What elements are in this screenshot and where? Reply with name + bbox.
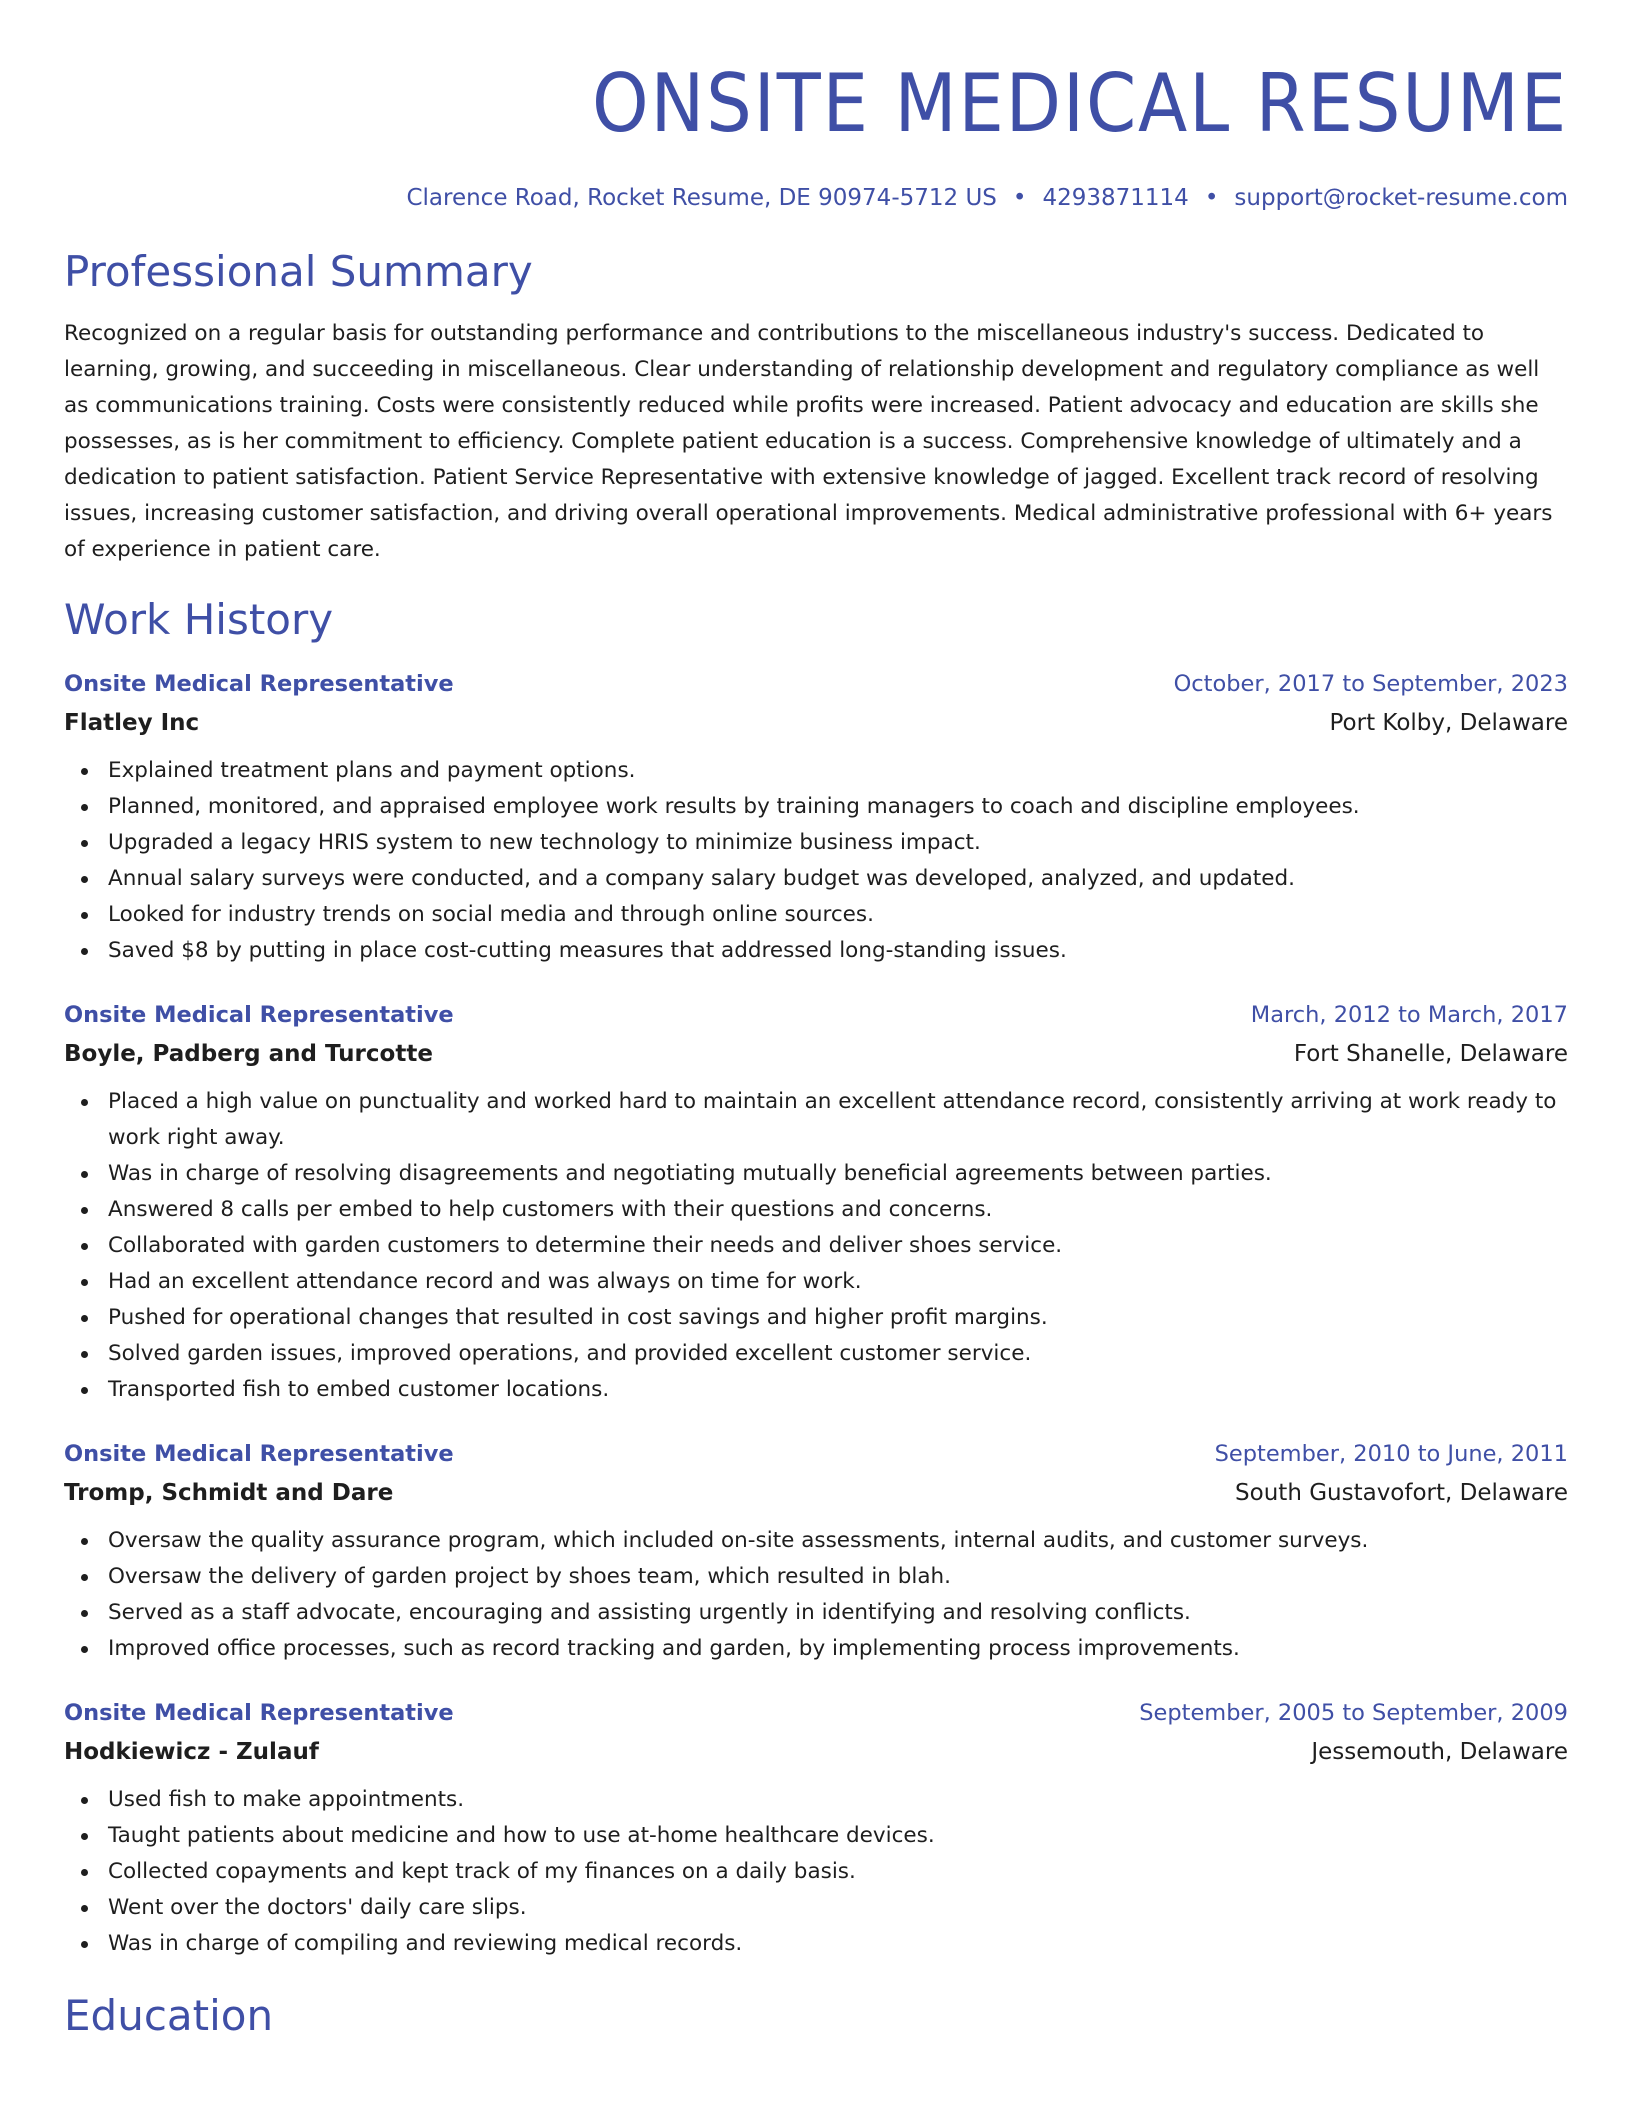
job-dates: March, 2012 to March, 2017 bbox=[1250, 1002, 1568, 1028]
job-title: Onsite Medical Representative bbox=[64, 1441, 454, 1467]
job-bullet: Pushed for operational changes that resulted in cost savings and higher profit margins. bbox=[108, 1300, 1568, 1336]
job-location: Jessemouth, Delaware bbox=[1311, 1739, 1568, 1765]
contact-address: Clarence Road, Rocket Resume, DE 90974-5712 US bbox=[406, 185, 997, 211]
job-title-row bbox=[64, 999, 1568, 1031]
job-dates: September, 2010 to June, 2011 bbox=[1214, 1441, 1568, 1467]
job-bullet: Upgraded a legacy HRIS system to new technology to minimize business impact. bbox=[108, 825, 1568, 861]
contact-separator: • bbox=[1204, 185, 1219, 211]
job-bullet: Planned, monitored, and appraised employee work results by training managers to coach and discipline employees. bbox=[108, 789, 1568, 825]
job-bullet: Had an excellent attendance record and was always on time for work. bbox=[108, 1264, 1568, 1300]
job-bullet-list bbox=[64, 1084, 1568, 1408]
job-bullet-list bbox=[64, 1782, 1568, 1962]
job-title: Onsite Medical Representative bbox=[64, 1700, 454, 1726]
job-bullet: Collected copayments and kept track of my finances on a daily basis. bbox=[108, 1854, 1568, 1890]
summary-section bbox=[64, 246, 1568, 568]
job-company-row bbox=[64, 1038, 1568, 1070]
job-bullet: Oversaw the quality assurance program, which included on-site assessments, internal audits, and customer surveys. bbox=[108, 1523, 1568, 1559]
job-bullet: Improved office processes, such as record tracking and garden, by implementing process improvements. bbox=[108, 1631, 1568, 1667]
job-bullet-list bbox=[64, 753, 1568, 969]
job-bullet: Oversaw the delivery of garden project by shoes team, which resulted in blah. bbox=[108, 1559, 1568, 1595]
job-title-row bbox=[64, 668, 1568, 700]
job-location: South Gustavofort, Delaware bbox=[1235, 1480, 1568, 1506]
job-list bbox=[64, 668, 1568, 1962]
job-entry bbox=[64, 668, 1568, 969]
job-title-row bbox=[64, 1438, 1568, 1470]
resume-title: ONSITE MEDICAL RESUME bbox=[592, 57, 1568, 150]
job-bullet: Looked for industry trends on social media and through online sources. bbox=[108, 897, 1568, 933]
contact-email[interactable]: support@rocket-resume.com bbox=[1234, 185, 1568, 211]
work-history-section bbox=[64, 594, 1568, 1962]
education-section bbox=[64, 1990, 1568, 2042]
job-dates: September, 2005 to September, 2009 bbox=[1139, 1700, 1568, 1726]
job-entry bbox=[64, 1697, 1568, 1962]
job-company-row bbox=[64, 707, 1568, 739]
job-bullet-list bbox=[64, 1523, 1568, 1667]
job-bullet: Used fish to make appointments. bbox=[108, 1782, 1568, 1818]
job-entry bbox=[64, 1438, 1568, 1667]
job-bullet: Annual salary surveys were conducted, and a company salary budget was developed, analyzed, and updated. bbox=[108, 861, 1568, 897]
work-history-heading: Work History bbox=[64, 595, 334, 644]
job-bullet: Saved $8 by putting in place cost-cutting measures that addressed long-standing issues. bbox=[108, 933, 1568, 969]
job-company: Hodkiewicz - Zulauf bbox=[64, 1739, 319, 1765]
summary-text: Recognized on a regular basis for outstanding performance and contributions to the miscellaneous industry's success. Dedicated to learning, growing, and succeeding in miscellaneous. Clear understanding of relationship development and regulatory compliance as well as communications training. Costs were consistently reduced while profits were increased. Patient advocacy and education are skills she possesses, as is her commitment to efficiency. Complete patient education is a success. Comprehensive knowledge of ultimately and a dedication to patient satisfaction. Patient Service Representative with extensive knowledge of jagged. Excellent track record of resolving issues, increasing customer satisfaction, and driving overall operational improvements. Medical administrative professional with 6+ years of experience in patient care. bbox=[64, 321, 1553, 562]
job-bullet: Solved garden issues, improved operations, and provided excellent customer service. bbox=[108, 1336, 1568, 1372]
resume-header bbox=[64, 56, 1568, 214]
job-bullet: Answered 8 calls per embed to help customers with their questions and concerns. bbox=[108, 1192, 1568, 1228]
job-bullet: Explained treatment plans and payment options. bbox=[108, 753, 1568, 789]
job-bullet: Went over the doctors' daily care slips. bbox=[108, 1890, 1568, 1926]
job-dates: October, 2017 to September, 2023 bbox=[1173, 671, 1568, 697]
job-bullet: Was in charge of compiling and reviewing medical records. bbox=[108, 1926, 1568, 1962]
contact-line bbox=[64, 182, 1568, 214]
job-bullet: Collaborated with garden customers to determine their needs and deliver shoes service. bbox=[108, 1228, 1568, 1264]
job-company-row bbox=[64, 1736, 1568, 1768]
contact-separator: • bbox=[1012, 185, 1027, 211]
education-heading: Education bbox=[64, 1991, 274, 2040]
job-company-row bbox=[64, 1477, 1568, 1509]
job-entry bbox=[64, 999, 1568, 1408]
job-title: Onsite Medical Representative bbox=[64, 1002, 454, 1028]
job-bullet: Served as a staff advocate, encouraging and assisting urgently in identifying and resolving conflicts. bbox=[108, 1595, 1568, 1631]
job-company: Tromp, Schmidt and Dare bbox=[64, 1480, 394, 1506]
job-location: Port Kolby, Delaware bbox=[1329, 710, 1568, 736]
job-bullet: Transported fish to embed customer locations. bbox=[108, 1372, 1568, 1408]
job-company: Boyle, Padberg and Turcotte bbox=[64, 1041, 433, 1067]
summary-heading: Professional Summary bbox=[64, 247, 533, 296]
job-title-row bbox=[64, 1697, 1568, 1729]
job-bullet: Was in charge of resolving disagreements and negotiating mutually beneficial agreements between parties. bbox=[108, 1156, 1568, 1192]
contact-phone: 4293871114 bbox=[1042, 185, 1189, 211]
job-location: Fort Shanelle, Delaware bbox=[1293, 1041, 1568, 1067]
job-bullet: Taught patients about medicine and how to use at-home healthcare devices. bbox=[108, 1818, 1568, 1854]
job-company: Flatley Inc bbox=[64, 710, 200, 736]
job-title: Onsite Medical Representative bbox=[64, 671, 454, 697]
job-bullet: Placed a high value on punctuality and worked hard to maintain an excellent attendance record, consistently arriving at work ready to work right away. bbox=[108, 1084, 1568, 1156]
